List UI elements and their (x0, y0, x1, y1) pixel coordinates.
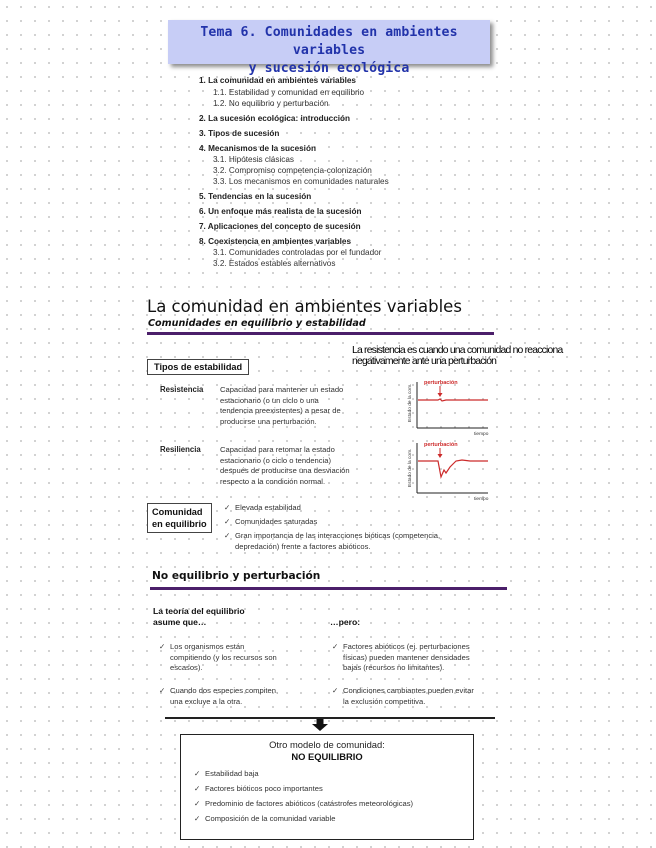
but-title: …pero: (330, 617, 361, 627)
stability-types-tag: Tipos de estabilidad (147, 359, 249, 375)
down-arrow-icon (312, 719, 328, 732)
resistance-desc-line: tendencia preexistentes) a pesar de (220, 406, 341, 415)
equilibrium-point: ✓ Comunidades saturadas (235, 517, 317, 528)
assumption-point: ✓ Cuando dos especies compiten, (170, 686, 278, 697)
toc-subitem-4-1: 3.1. Hipótesis clásicas (213, 155, 294, 164)
state-line (418, 460, 488, 477)
perturbation-label: perturbación (424, 442, 458, 448)
model-item: ✓ Composición de la comunidad variable (205, 814, 335, 825)
resilience-description (220, 445, 400, 487)
title-box (168, 20, 490, 76)
model-item: ✓ Factores bióticos poco importantes (205, 784, 323, 795)
resistance-desc-line: estacionario (o un ciclo o una (220, 395, 319, 405)
perturbation-arrowhead (438, 454, 443, 458)
toc-item-5: 5. Tendencias en la sucesión (199, 192, 312, 201)
equilibrium-point: ✓ Gran importancia de las interacciones bióticas (competencia, (235, 531, 440, 542)
page-title-line2: y sucesión ecológica (248, 61, 410, 76)
resilience-desc-line: respecto a la condición normal. (220, 476, 326, 486)
title-line: La teoría del equilibrio (153, 606, 245, 616)
resilience-desc-line: Capacidad para retomar la estado (220, 445, 335, 454)
toc-subitem-8-1: 3.1. Comunidades controladas por el fundador (213, 248, 382, 257)
resistance-description (220, 385, 400, 427)
toc-item-3: 3. Tipos de sucesión (199, 129, 280, 138)
resistance-graph (400, 376, 492, 438)
equilibrium-tag (147, 503, 212, 533)
toc-item-1: 1. La comunidad en ambientes variables (199, 76, 356, 85)
toc-subitem-1-2: 1.2. No equilibrio y perturbación (213, 99, 329, 108)
toc-subitem-4-2: 3.2. Compromiso competencia-colonización (213, 166, 372, 175)
toc-item-7: 7. Aplicaciones del concepto de sucesión (199, 222, 361, 231)
resistance-desc-line: producirse una perturbación. (220, 416, 317, 426)
toc-subitem-4-3: 3.3. Los mecanismos en comunidades naturales (213, 177, 389, 186)
section-divider (147, 332, 494, 335)
toc-subitem-8-2: 3.2. Estados estables alternativos (213, 259, 336, 268)
non-equilibrium-divider (150, 587, 507, 590)
perturbation-label: perturbación (424, 380, 458, 386)
counter-point: ✓ Factores abióticos (ej. perturbaciones (343, 642, 470, 653)
resilience-desc-line: estacionario (o ciclo o tendencia) (220, 455, 332, 465)
model-box-title: Otro modelo de comunidad: (269, 739, 385, 750)
resistance-desc-line: Capacidad para mantener un estado (220, 385, 344, 394)
section-subheading: Comunidades en equilibrio y estabilidad (148, 318, 366, 329)
graph-ylabel: Estado de la com. (408, 383, 413, 422)
model-item: ✓ Predominio de factores abióticos (catástrofes meteorológicas) (205, 799, 413, 810)
resilience-graph (400, 437, 492, 503)
counter-point: ✓ Condiciones cambiantes pueden evitar (343, 686, 474, 697)
equilibrium-point-continuation: depredación) frente a factores abióticos. (235, 541, 371, 551)
resistance-term: Resistencia (160, 385, 204, 394)
page-title-line1: Tema 6. Comunidades en ambientes variables (200, 25, 458, 58)
model-box-subtitle: NO EQUILIBRIO (291, 751, 363, 762)
toc-item-8: 8. Coexistencia en ambientes variables (199, 237, 351, 246)
counter-continuation: físicas) pueden mantener densidades (343, 652, 470, 662)
equilibrium-tag-line: en equilibrio (152, 519, 207, 529)
graph-xlabel: tiempo (474, 497, 489, 502)
assumption-continuation: compitiendo (y los recursos son (170, 652, 277, 662)
equilibrium-point: ✓ Elevada estabilidad (235, 503, 301, 514)
annotation-note: La resistencia es cuando una comunidad no reacciona negativamente ante una perturbación (352, 345, 563, 367)
section-heading: La comunidad en ambientes variables (147, 297, 462, 316)
non-equilibrium-model-box (180, 734, 474, 840)
graph-xlabel: tiempo (474, 432, 489, 437)
toc-item-2: 2. La sucesión ecológica: introducción (199, 114, 351, 123)
arrow-head (312, 724, 328, 731)
graph-ylabel: Estado de la com. (408, 448, 413, 487)
toc-subitem-1-1: 1.1. Estabilidad y comunidad en equilibrio (213, 88, 365, 97)
perturbation-arrowhead (438, 393, 443, 397)
toc-item-4: 4. Mecanismos de la sucesión (199, 144, 316, 153)
counter-continuation: la exclusión competitiva. (343, 696, 426, 706)
assumption-continuation: una excluye a la otra. (170, 696, 243, 706)
assumption-continuation: escasos). (170, 663, 203, 672)
arrow-shaft (317, 719, 324, 724)
toc-item-6: 6. Un enfoque más realista de la sucesión (199, 207, 362, 216)
title-line: asume que… (153, 617, 207, 627)
resilience-term: Resiliencia (160, 445, 201, 454)
equilibrium-theory-title (153, 606, 245, 628)
assumption-point: ✓ Los organismos están (170, 642, 244, 653)
state-line (418, 399, 488, 401)
non-equilibrium-heading: No equilibrio y perturbación (152, 570, 321, 582)
counter-continuation: bajas (recursos no limitantes). (343, 663, 445, 672)
model-item: ✓ Estabilidad baja (205, 769, 259, 780)
separator-line (165, 717, 495, 719)
equilibrium-tag-line: Comunidad (152, 507, 203, 517)
resilience-desc-line: después de producirse una desviación (220, 466, 350, 475)
